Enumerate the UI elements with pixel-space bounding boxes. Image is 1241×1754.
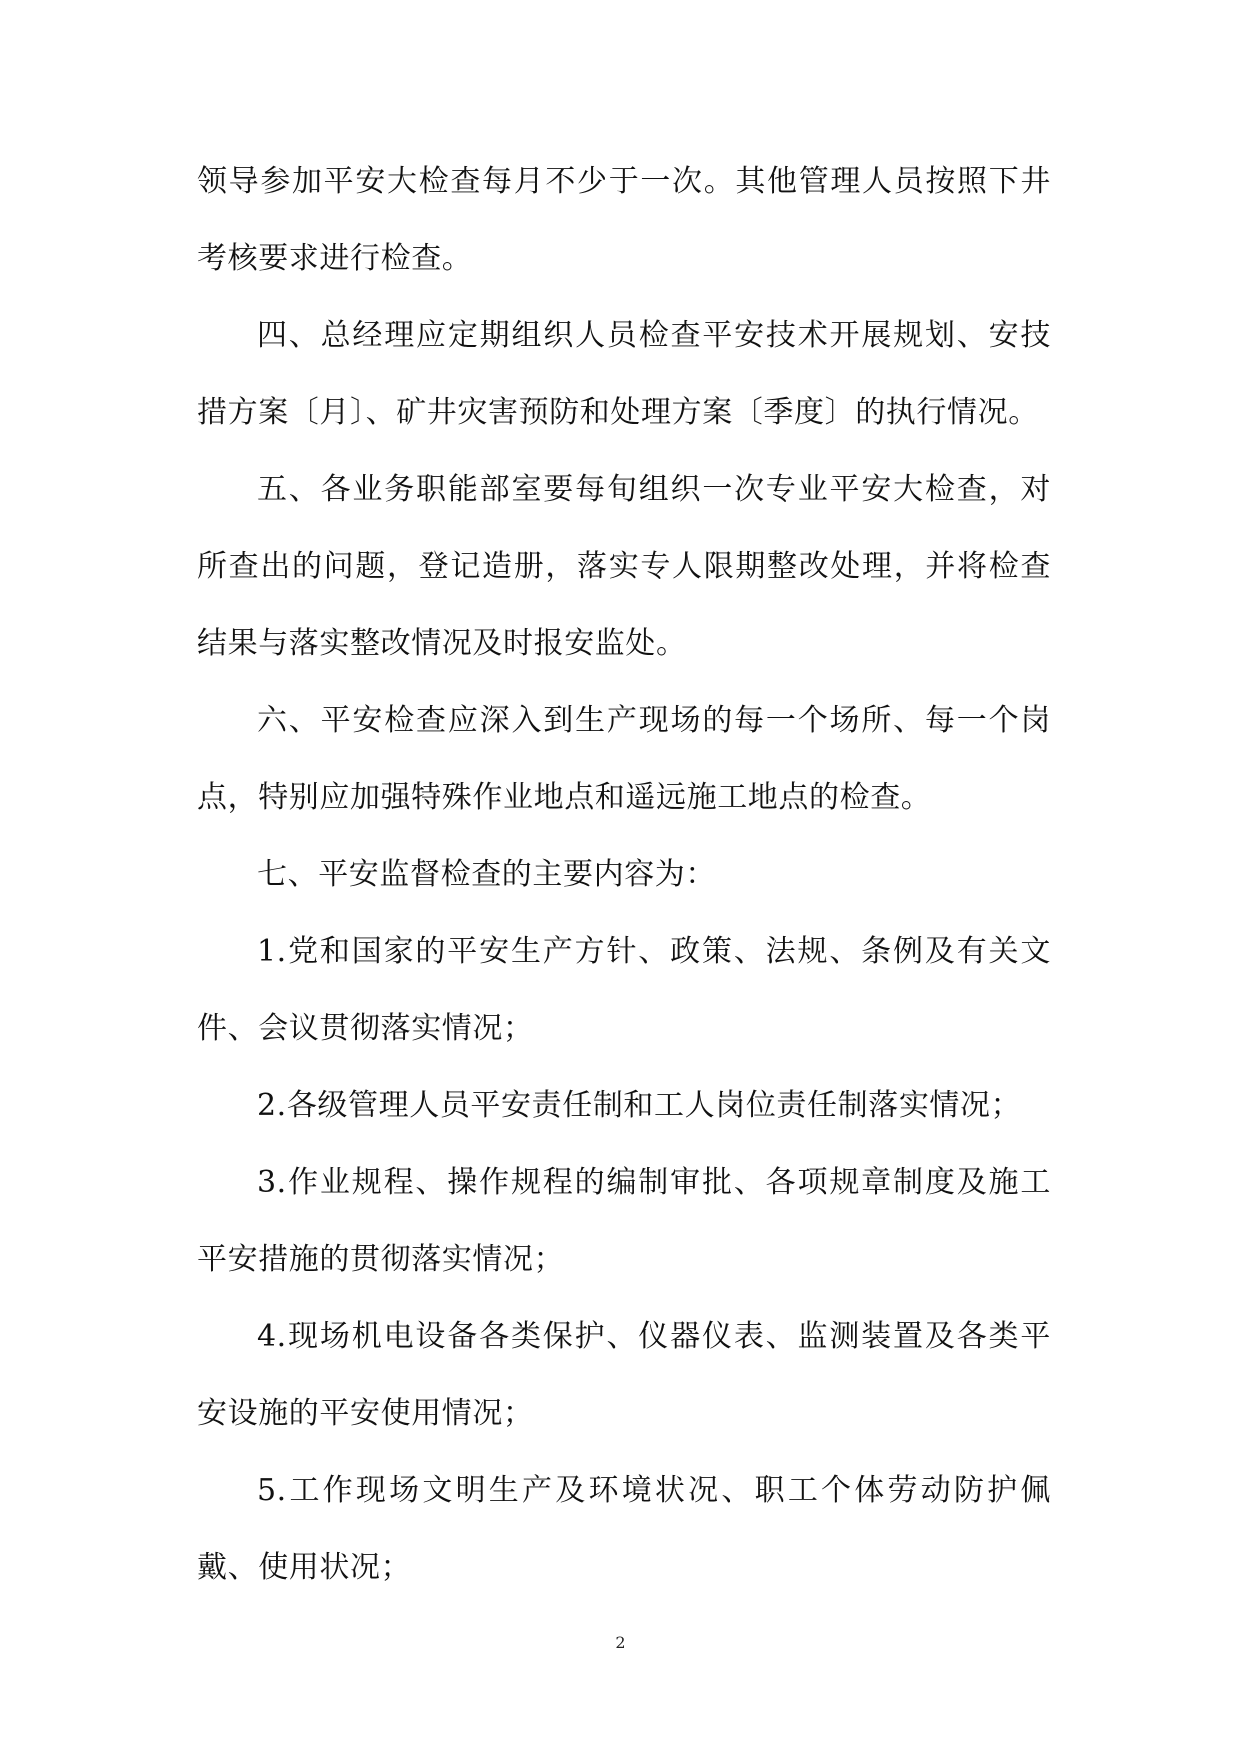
document-body	[197, 143, 1051, 1606]
list-item-4: 4.现场机电设备各类保护、仪器仪表、监测装置及各类平安设施的平安使用情况；	[197, 1319, 1051, 1431]
list-item-1: 1.党和国家的平安生产方针、政策、法规、条例及有关文件、会议贯彻落实情况；	[197, 934, 1051, 1046]
paragraph-continuation: 领导参加平安大检查每月不少于一次。其他管理人员按照下井考核要求进行检查。	[197, 164, 1051, 276]
paragraph-item-5: 五、各业务职能部室要每旬组织一次专业平安大检查，对所查出的问题，登记造册，落实专人限期整改处理，并将检查结果与落实整改情况及时报安监处。	[197, 472, 1051, 661]
paragraph-item-7: 七、平安监督检查的主要内容为：	[257, 857, 716, 892]
page-number: 2	[615, 1633, 626, 1652]
list-item-2: 2.各级管理人员平安责任制和工人岗位责任制落实情况；	[257, 1088, 1022, 1123]
list-item-3: 3.作业规程、操作规程的编制审批、各项规章制度及施工平安措施的贯彻落实情况；	[197, 1165, 1051, 1277]
paragraph-item-4: 四、总经理应定期组织人员检查平安技术开展规划、安技措方案〔月〕、矿井灾害预防和处理方案〔季度〕的执行情况。	[197, 318, 1051, 430]
paragraph-item-6: 六、平安检查应深入到生产现场的每一个场所、每一个岗点，特别应加强特殊作业地点和遥远施工地点的检查。	[197, 703, 1051, 815]
list-item-5: 5.工作现场文明生产及环境状况、职工个体劳动防护佩戴、使用状况；	[197, 1473, 1051, 1585]
